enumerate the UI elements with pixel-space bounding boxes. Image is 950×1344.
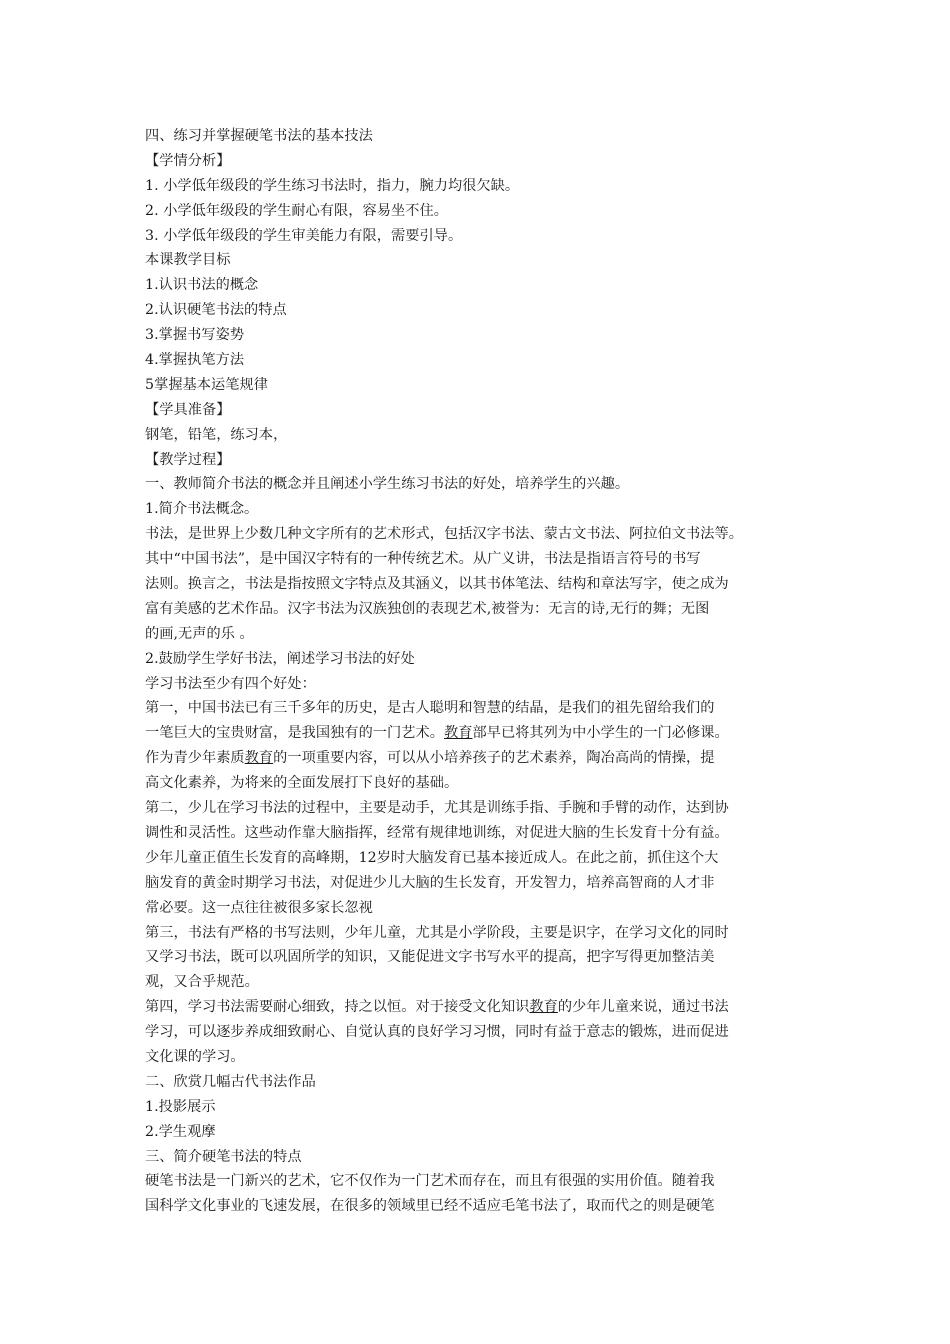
text-line bbox=[145, 871, 805, 896]
document-body bbox=[145, 124, 805, 1219]
text-line bbox=[145, 746, 805, 771]
text-segment: 的一项重要内容，可以从小培养孩子的艺术素养，陶冶高尚的情操，提 bbox=[273, 750, 715, 767]
text-line bbox=[145, 896, 805, 921]
text-segment: 3.掌握书写姿势 bbox=[145, 327, 245, 344]
text-segment: 又学习书法，既可以巩固所学的知识，又能促进文字书写水平的提高，把字写得更加整洁美 bbox=[145, 949, 715, 966]
text-segment: 本课教学目标 bbox=[145, 252, 231, 269]
text-segment: 文化课的学习。 bbox=[145, 1048, 245, 1065]
text-line bbox=[145, 572, 805, 597]
text-segment: 常必要。这一点往往被很多家长忽视 bbox=[145, 899, 373, 916]
text-line bbox=[145, 846, 805, 871]
text-segment: 2.鼓励学生学好书法，阐述学习书法的好处 bbox=[145, 650, 415, 667]
text-line bbox=[145, 771, 805, 796]
text-segment: 三、简介硬笔书法的特点 bbox=[145, 1148, 302, 1165]
text-line bbox=[145, 647, 805, 672]
text-line bbox=[145, 1045, 805, 1070]
text-segment: 的少年儿童来说，通过书法 bbox=[557, 999, 729, 1016]
keyword-link[interactable]: 教育 bbox=[444, 725, 473, 742]
text-line bbox=[145, 298, 805, 323]
text-line bbox=[145, 1145, 805, 1170]
text-segment: 2.认识硬笔书法的特点 bbox=[145, 302, 287, 319]
text-line bbox=[145, 1095, 805, 1120]
text-line bbox=[145, 821, 805, 846]
text-segment: 一笔巨大的宝贵财富，是我国独有的一门艺术。 bbox=[145, 725, 444, 742]
keyword-link[interactable]: 教育 bbox=[529, 999, 558, 1016]
text-line bbox=[145, 672, 805, 697]
text-segment: 3. 小学低年级段的学生审美能力有限，需要引导。 bbox=[145, 227, 463, 244]
text-segment: 法则。换言之，书法是指按照文字特点及其涵义，以其书体笔法、结构和章法写字，使之成为 bbox=[145, 576, 729, 593]
text-line bbox=[145, 423, 805, 448]
text-segment: 高文化素养，为将来的全面发展打下良好的基础。 bbox=[145, 775, 459, 792]
text-segment: 【学情分析】 bbox=[145, 152, 231, 169]
text-line bbox=[145, 622, 805, 647]
text-segment: 调性和灵活性。这些动作靠大脑指挥，经常有规律地训练，对促进大脑的生长发育十分有益。 bbox=[145, 824, 729, 841]
text-segment: 脑发育的黄金时期学习书法，对促进少儿大脑的生长发育，开发智力，培养高智商的人才非 bbox=[145, 874, 715, 891]
text-segment: 1.投影展示 bbox=[145, 1098, 216, 1115]
text-segment: 【学具准备】 bbox=[145, 401, 231, 418]
text-segment: 1.简介书法概念。 bbox=[145, 501, 259, 518]
text-line bbox=[145, 398, 805, 423]
text-line bbox=[145, 547, 805, 572]
text-line bbox=[145, 373, 805, 398]
text-segment: 4.掌握执笔方法 bbox=[145, 352, 245, 369]
text-line bbox=[145, 273, 805, 298]
text-segment: 一、教师简介书法的概念并且阐述小学生练习书法的好处，培养学生的兴趣。 bbox=[145, 476, 630, 493]
text-line bbox=[145, 1169, 805, 1194]
text-line bbox=[145, 522, 805, 547]
text-line bbox=[145, 348, 805, 373]
text-segment: 部早已将其列为中小学生的一门必修课。 bbox=[472, 725, 729, 742]
text-line bbox=[145, 945, 805, 970]
text-segment: 四、练习并掌握硬笔书法的基本技法 bbox=[145, 128, 373, 144]
text-segment: 二、欣赏几幅古代书法作品 bbox=[145, 1073, 316, 1090]
text-segment: 【教学过程】 bbox=[145, 451, 231, 468]
text-line bbox=[145, 721, 805, 746]
text-line bbox=[145, 597, 805, 622]
text-segment: 的画,无声的乐 。 bbox=[145, 625, 254, 642]
text-segment: 作为青少年素质 bbox=[145, 750, 245, 767]
text-line bbox=[145, 696, 805, 721]
text-segment: 学习，可以逐步养成细致耐心、自觉认真的良好学习习惯，同时有益于意志的锻炼，进而促进 bbox=[145, 1024, 729, 1041]
text-segment: 第四，学习书法需要耐心细致，持之以恒。对于接受文化知识 bbox=[145, 999, 530, 1016]
text-segment: 第三，书法有严格的书写法则，少年儿童，尤其是小学阶段，主要是识字，在学习文化的同时 bbox=[145, 924, 729, 941]
text-line bbox=[145, 497, 805, 522]
text-segment: 国科学文化事业的飞速发展，在很多的领域里已经不适应毛笔书法了，取而代之的则是硬笔 bbox=[145, 1198, 715, 1215]
text-line bbox=[145, 1070, 805, 1095]
text-segment: 钢笔，铅笔，练习本， bbox=[145, 426, 288, 443]
text-segment: 5掌握基本运笔规律 bbox=[145, 376, 268, 393]
text-segment: 第一，中国书法已有三千多年的历史，是古人聪明和智慧的结晶，是我们的祖先留给我们的 bbox=[145, 700, 715, 717]
text-segment: 少年儿童正值生长发育的高峰期，12岁时大脑发育已基本接近成人。在此之前，抓住这个大 bbox=[145, 849, 719, 866]
text-line bbox=[145, 1194, 805, 1219]
text-line bbox=[145, 149, 805, 174]
keyword-link[interactable]: 教育 bbox=[244, 750, 274, 767]
text-line bbox=[145, 970, 805, 995]
text-segment: 观，又合乎规范。 bbox=[145, 974, 259, 991]
text-line bbox=[145, 323, 805, 348]
text-segment: 硬笔书法是一门新兴的艺术，它不仅作为一门艺术而存在，而且有很强的实用价值。随着我 bbox=[145, 1173, 715, 1190]
text-line bbox=[145, 224, 805, 249]
text-segment: 其中“中国书法”，是中国汉字特有的一种传统艺术。从广义讲，书法是指语言符号的书写 bbox=[145, 551, 701, 568]
text-line bbox=[145, 448, 805, 473]
text-line bbox=[145, 921, 805, 946]
text-segment: 第二，少儿在学习书法的过程中，主要是动手，尤其是训练手指、手腕和手臂的动作，达到协 bbox=[145, 800, 729, 817]
text-segment: 2.学生观摩 bbox=[145, 1123, 216, 1140]
text-line bbox=[145, 174, 805, 199]
text-segment: 2. 小学低年级段的学生耐心有限，容易坐不住。 bbox=[145, 202, 448, 219]
text-line bbox=[145, 995, 805, 1020]
text-segment: 书法，是世界上少数几种文字所有的艺术形式，包括汉字书法、蒙古文书法、阿拉伯文书法等。 bbox=[145, 526, 743, 543]
text-line bbox=[145, 248, 805, 273]
text-line bbox=[145, 1120, 805, 1145]
text-line bbox=[145, 472, 805, 497]
text-line bbox=[145, 199, 805, 224]
text-line bbox=[145, 796, 805, 821]
text-segment: 1.认识书法的概念 bbox=[145, 277, 259, 294]
text-segment: 学习书法至少有四个好处： bbox=[145, 675, 316, 692]
text-line bbox=[145, 1020, 805, 1045]
text-line bbox=[145, 124, 805, 149]
text-segment: 1. 小学低年级段的学生练习书法时，指力，腕力均很欠缺。 bbox=[145, 177, 520, 194]
text-segment: 富有美感的艺术作品。汉字书法为汉族独创的表现艺术,被誉为：无言的诗,无行的舞；无图 bbox=[145, 600, 710, 617]
